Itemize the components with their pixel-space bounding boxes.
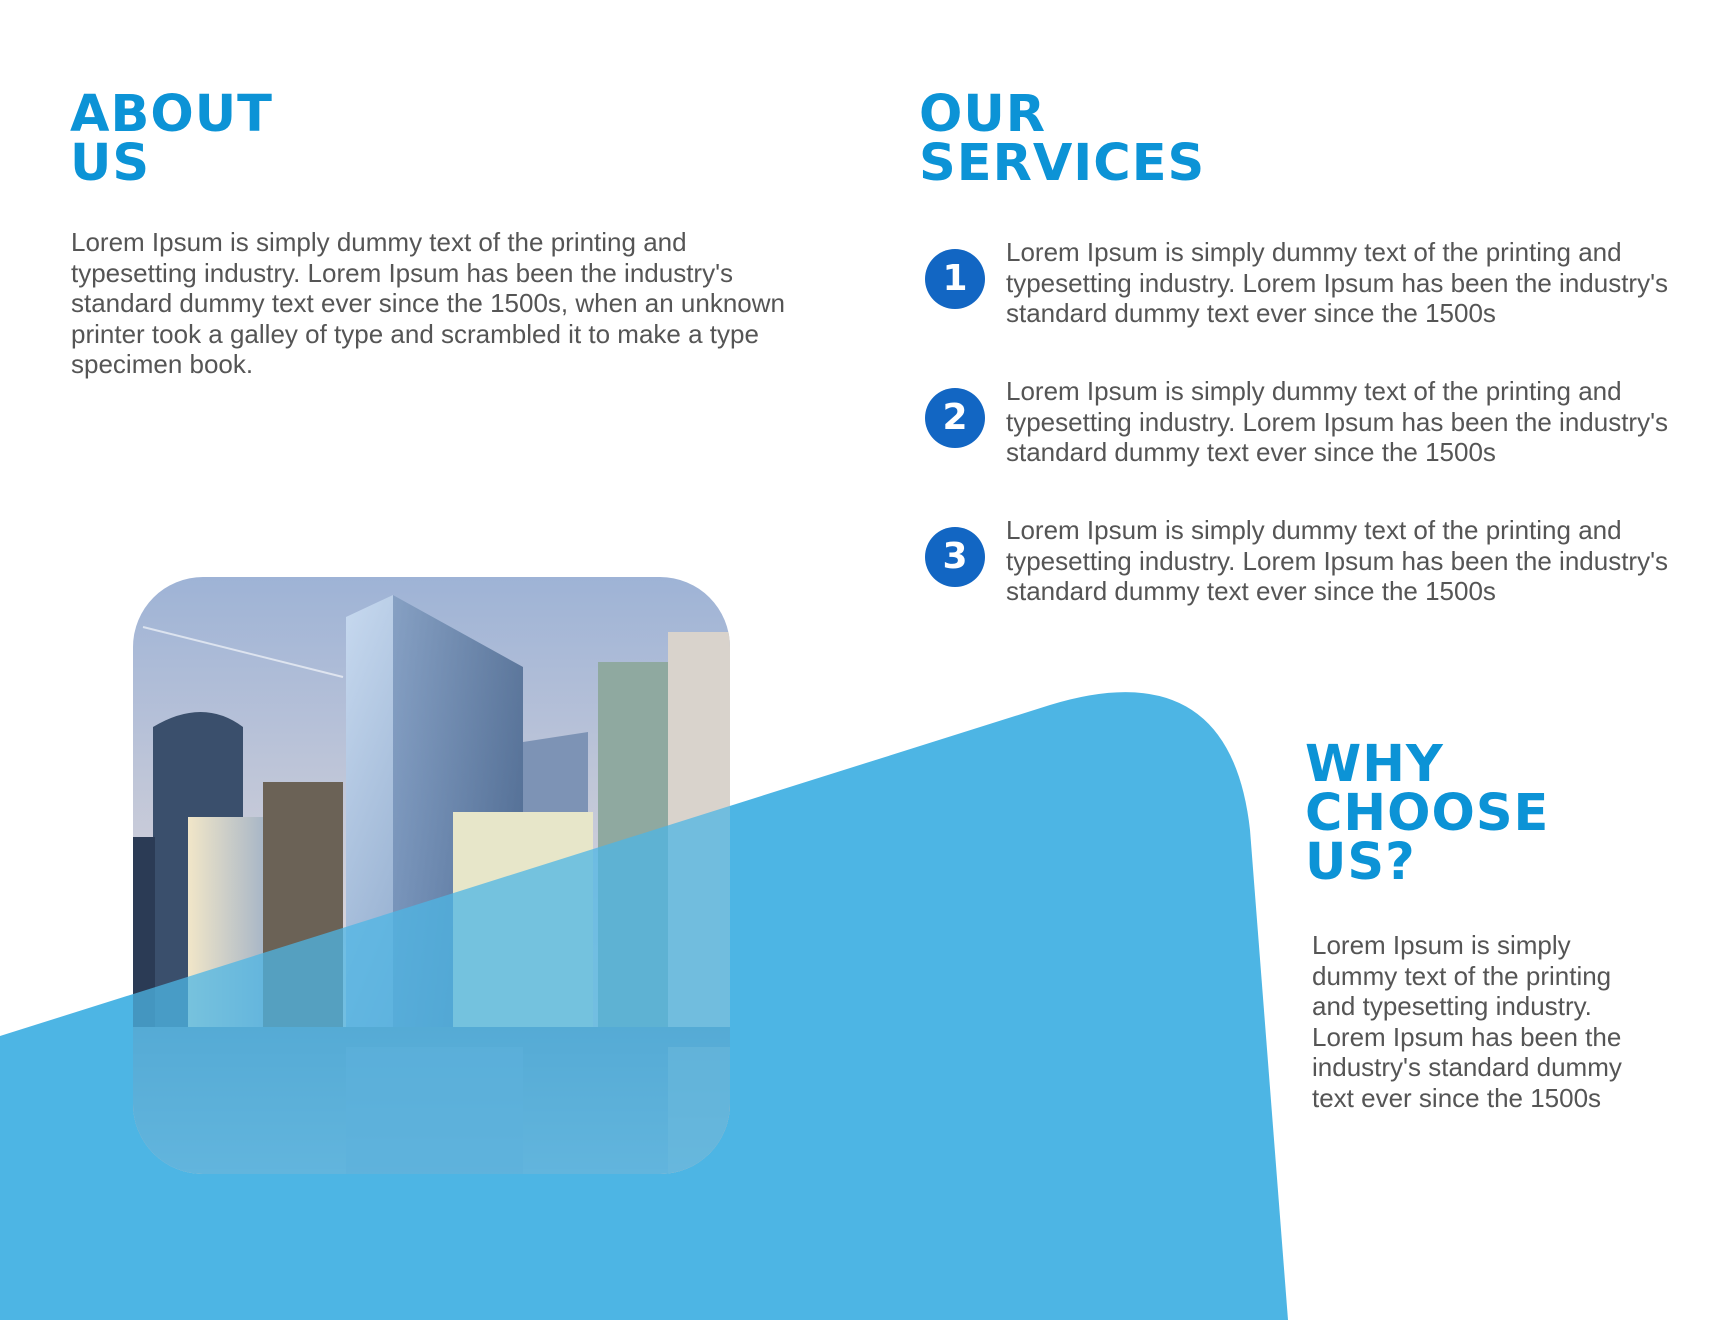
why-heading-line: US?	[1305, 833, 1416, 892]
service-number-badge: 1	[925, 249, 985, 309]
why-heading-line: WHY	[1305, 735, 1444, 794]
about-heading-line: ABOUT	[70, 85, 273, 144]
service-number-badge: 3	[925, 527, 985, 587]
service-item	[925, 515, 1705, 625]
service-item	[925, 376, 1705, 486]
services-heading-line: OUR	[919, 85, 1047, 144]
service-description: Lorem Ipsum is simply dummy text of the printing and typesetting industry. Lorem Ipsum has been the industry's standard dummy text ever since the 1500s	[1006, 515, 1669, 606]
services-heading-line: SERVICES	[919, 134, 1206, 193]
city-skyline-photo	[133, 577, 730, 1174]
about-heading	[70, 85, 273, 193]
about-heading-line: US	[70, 134, 151, 193]
why-choose-us-heading	[1305, 735, 1550, 892]
service-description: Lorem Ipsum is simply dummy text of the printing and typesetting industry. Lorem Ipsum has been the industry's standard dummy text ever since the 1500s	[1006, 237, 1669, 328]
about-paragraph: Lorem Ipsum is simply dummy text of the printing and typesetting industry. Lorem Ipsum has been the industry's standard dummy text ever since the 1500s, when an unknown printer took a galley of type and scrambled it to make a type specimen book.	[71, 227, 785, 379]
service-item	[925, 237, 1705, 347]
why-heading-line: CHOOSE	[1305, 784, 1550, 843]
why-choose-us-paragraph: Lorem Ipsum is simply dummy text of the printing and typesetting industry. Lorem Ipsum has been the industry's standard dummy text ever since the 1500s	[1312, 930, 1622, 1113]
service-number-badge: 2	[925, 388, 985, 448]
service-description: Lorem Ipsum is simply dummy text of the printing and typesetting industry. Lorem Ipsum has been the industry's standard dummy text ever since the 1500s	[1006, 376, 1669, 467]
services-heading	[919, 85, 1206, 193]
